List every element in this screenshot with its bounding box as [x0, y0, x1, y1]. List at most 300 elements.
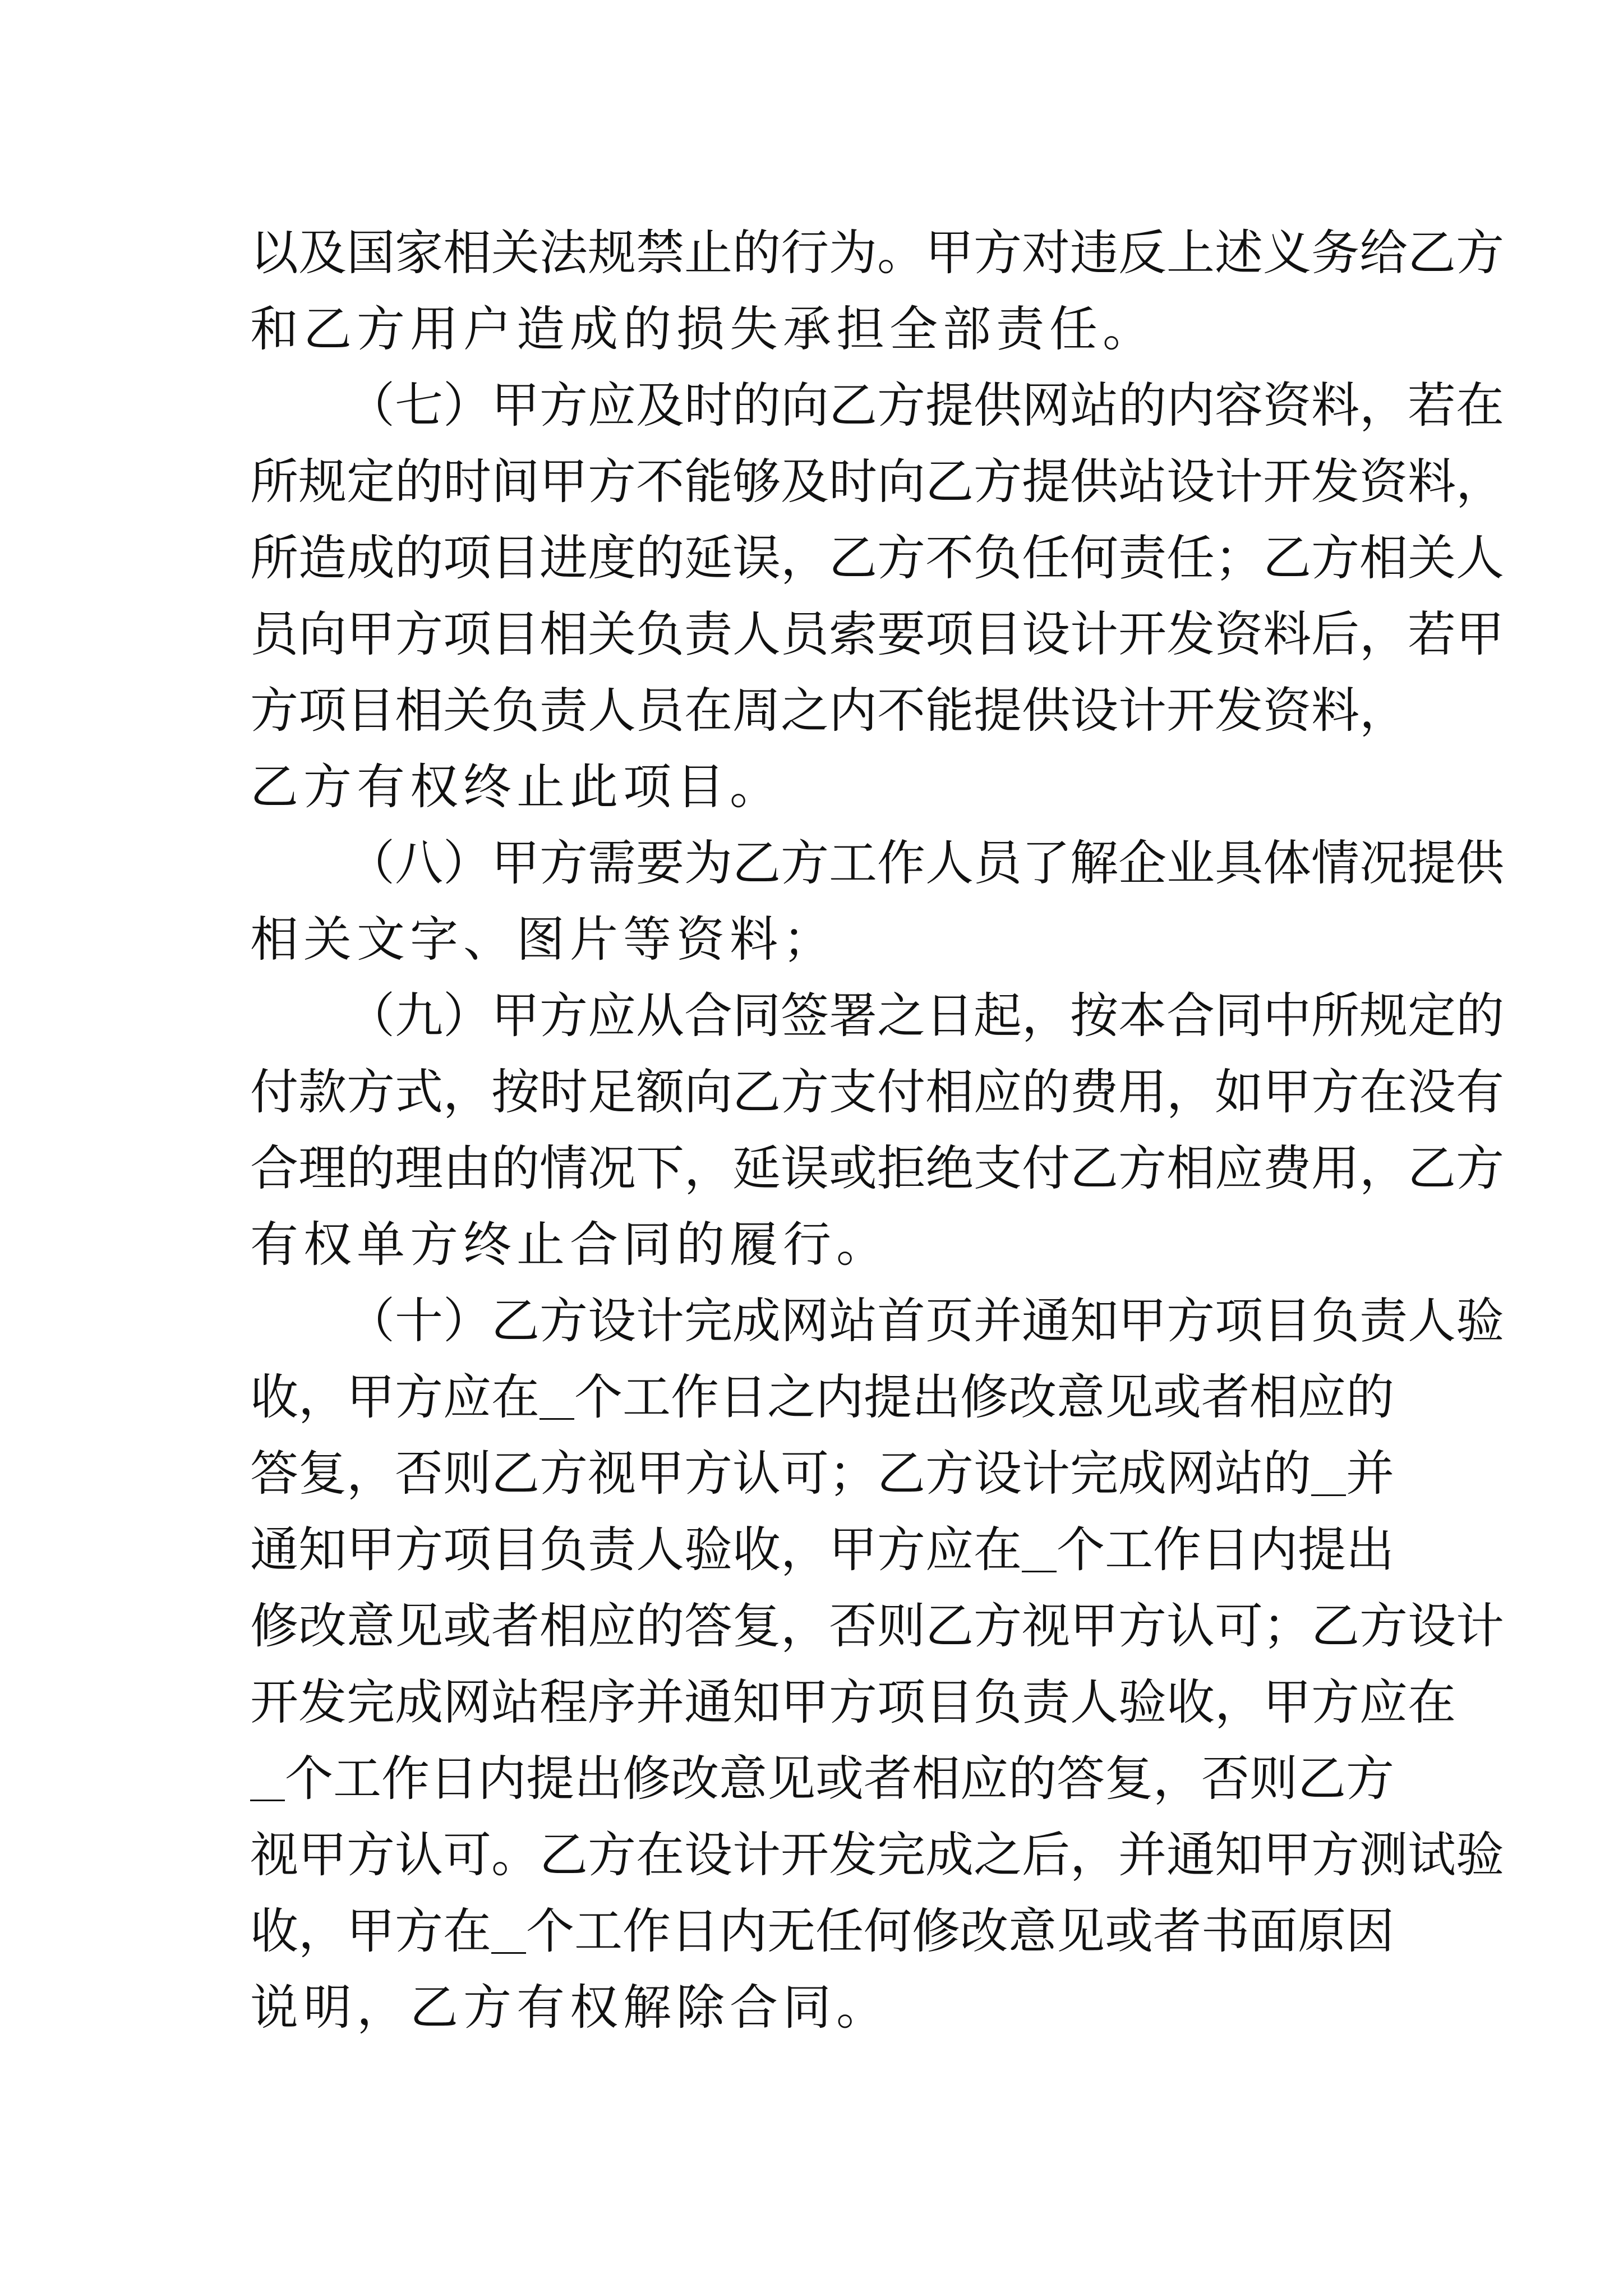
text-char: 具	[1215, 835, 1263, 891]
text-char: 的	[732, 378, 781, 434]
text-char: 开	[1166, 683, 1215, 739]
text-char: 方	[974, 1598, 1022, 1654]
text-char: 则	[877, 1598, 925, 1654]
text-char: 述	[1215, 225, 1263, 281]
text-char: 用	[410, 301, 463, 357]
text-char: 试	[1408, 1827, 1456, 1883]
text-char: 有	[357, 759, 410, 815]
text-char: 规	[1359, 988, 1408, 1044]
text-char: 书	[1201, 1903, 1249, 1959]
text-char: 不	[636, 454, 684, 510]
text-char: 可	[443, 1827, 491, 1883]
text-char: 用	[1118, 1064, 1166, 1120]
text-char: 乙	[925, 454, 974, 510]
text-line	[250, 1893, 1394, 1970]
text-char: 应	[1215, 1140, 1263, 1197]
text-char: 开	[1263, 454, 1311, 510]
text-char: 情	[1311, 835, 1359, 891]
text-char: 相	[540, 1598, 588, 1654]
text-char: 答	[1057, 1751, 1105, 1807]
text-char: 理	[395, 1140, 443, 1197]
text-char: 站	[1118, 454, 1166, 510]
text-char: 成	[347, 530, 395, 586]
text-char: 设	[588, 1293, 636, 1349]
text-char: 人	[1070, 1674, 1118, 1731]
text-char: 方	[410, 1217, 463, 1273]
text-char: 知	[732, 1674, 781, 1731]
text-char: 开	[1118, 606, 1166, 662]
text-char: 片	[570, 912, 623, 968]
text-char: 承	[783, 301, 836, 357]
text-char: 后	[1311, 606, 1359, 662]
text-char: 出	[574, 1751, 623, 1807]
text-char: 项	[443, 1522, 491, 1578]
text-char: 方	[1311, 530, 1359, 586]
text-char: 个	[574, 1369, 623, 1425]
text-char: 后	[1022, 1827, 1070, 1883]
text-char: 以	[250, 225, 298, 281]
text-char: 见	[395, 1598, 443, 1654]
text-char: ，	[1359, 1140, 1408, 1197]
text-char: 工	[574, 1903, 623, 1959]
text-char: 权	[410, 759, 463, 815]
text-char: 成	[925, 1827, 974, 1883]
text-char: 修	[960, 1369, 1008, 1425]
text-char: 资	[1215, 606, 1263, 662]
text-char: 。	[836, 1980, 889, 2036]
text-char: 方	[974, 225, 1022, 281]
text-char: 并	[974, 1293, 1022, 1349]
text-line	[250, 1512, 1394, 1588]
text-char: 额	[636, 1064, 684, 1120]
text-char: ，	[1166, 1064, 1215, 1120]
text-char: 甲	[829, 1522, 877, 1578]
text-char: 知	[1070, 1293, 1118, 1349]
text-char: 负	[1311, 1293, 1359, 1349]
text-char: 图	[517, 912, 570, 968]
text-char: 同	[1215, 988, 1263, 1044]
text-char: 说	[250, 1980, 303, 2036]
text-char: 家	[395, 225, 443, 281]
text-char: ，	[1070, 1827, 1118, 1883]
text-line	[250, 215, 1504, 291]
text-char: 向	[877, 454, 925, 510]
text-char: 方	[395, 606, 443, 662]
text-char: 等	[623, 912, 676, 968]
text-char: 作	[877, 835, 925, 891]
text-char: 并	[1118, 1827, 1166, 1883]
text-char: 验	[684, 1522, 732, 1578]
text-char: 。	[730, 759, 783, 815]
text-char: 。	[1103, 301, 1156, 357]
text-line	[250, 596, 1504, 673]
text-char: 业	[1166, 835, 1215, 891]
text-char: 度	[588, 530, 636, 586]
text-char: 合	[730, 1980, 783, 2036]
text-line	[250, 749, 1394, 825]
text-char: 需	[588, 835, 636, 891]
text-char: 反	[1118, 225, 1166, 281]
text-char: 延	[732, 1140, 781, 1197]
text-char: 员	[636, 683, 684, 739]
contract-body-text	[250, 215, 1504, 2046]
text-char: 负	[491, 683, 540, 739]
text-char: ，	[1153, 1751, 1201, 1807]
text-char: 、	[463, 912, 517, 968]
text-char: 作	[623, 1903, 671, 1959]
text-char: 方	[395, 1903, 443, 1959]
text-char: 八	[395, 835, 443, 891]
text-char: 目	[925, 1674, 974, 1731]
text-char: 若	[1408, 606, 1456, 662]
text-char: 供	[1456, 835, 1504, 891]
text-char: 的	[623, 301, 676, 357]
text-char: 对	[1022, 225, 1070, 281]
text-char: 改	[960, 1903, 1008, 1959]
text-char: 了	[1022, 835, 1070, 891]
text-char: 十	[395, 1293, 443, 1349]
text-char: 供	[1070, 454, 1118, 510]
text-char: 员	[974, 835, 1022, 891]
text-char: 见	[767, 1751, 815, 1807]
text-char: 改	[671, 1751, 719, 1807]
text-char: 责	[1022, 1674, 1070, 1731]
text-char: 有	[517, 1980, 570, 2036]
text-char: 发	[1311, 454, 1359, 510]
text-char: 设	[1070, 683, 1118, 739]
text-char: 人	[636, 1522, 684, 1578]
text-char: 或	[443, 1598, 491, 1654]
text-char: ，	[781, 530, 829, 586]
text-char: 方	[540, 988, 588, 1044]
text-char: 发	[829, 1827, 877, 1883]
text-line	[250, 1741, 1394, 1817]
text-char: 内	[719, 1903, 767, 1959]
text-char: 何	[864, 1903, 912, 1959]
text-char: 见	[1105, 1369, 1153, 1425]
text-char: 计	[636, 1293, 684, 1349]
text-char: 应	[588, 988, 636, 1044]
text-char: 工	[1105, 1522, 1153, 1578]
text-char: 复	[732, 1598, 781, 1654]
text-char: 况	[1359, 835, 1408, 891]
text-char: 在	[443, 1903, 491, 1959]
text-char: 个	[526, 1903, 574, 1959]
text-char: 方	[877, 1522, 925, 1578]
text-char: 站	[829, 1293, 877, 1349]
text-char: 规	[588, 225, 636, 281]
text-char: 误	[732, 530, 781, 586]
text-char: 时	[443, 454, 491, 510]
text-char: 为	[684, 835, 732, 891]
text-char: 方	[303, 759, 357, 815]
text-char: 署	[829, 988, 877, 1044]
text-char: 设	[974, 1446, 1022, 1502]
text-char: 可	[781, 1446, 829, 1502]
text-char: 人	[1408, 1293, 1456, 1349]
text-char: 终	[463, 1217, 517, 1273]
text-char: 向	[781, 378, 829, 434]
text-char: 能	[684, 454, 732, 510]
text-char: 进	[540, 530, 588, 586]
text-char: 验	[1456, 1827, 1504, 1883]
text-char: 单	[357, 1217, 410, 1273]
text-char: 料	[1311, 378, 1359, 434]
text-char: 关	[588, 606, 636, 662]
text-char: 之	[781, 683, 829, 739]
text-char: 收	[250, 1369, 298, 1425]
text-char: 何	[1070, 530, 1118, 586]
text-char: 任	[1049, 301, 1103, 357]
text-char: 乙	[491, 1446, 540, 1502]
text-char: 乙	[829, 378, 877, 434]
text-char: 人	[925, 835, 974, 891]
text-char: 在	[974, 1522, 1022, 1578]
text-char: 的	[636, 1598, 684, 1654]
text-char: 作	[1153, 1522, 1201, 1578]
text-char: 按	[491, 1064, 540, 1120]
text-char: ，	[781, 1598, 829, 1654]
text-char: 相	[395, 683, 443, 739]
text-line	[250, 1130, 1504, 1207]
text-char: 权	[570, 1980, 623, 2036]
text-line	[250, 901, 1394, 978]
text-char: 方	[540, 378, 588, 434]
text-char: 则	[1249, 1751, 1298, 1807]
text-char: 完	[1070, 1446, 1118, 1502]
text-char: 或	[1105, 1903, 1153, 1959]
text-char: 者	[1201, 1369, 1249, 1425]
text-char: 给	[1359, 225, 1408, 281]
text-char: 验	[1118, 1674, 1166, 1731]
text-char: 乙	[1311, 1598, 1359, 1654]
text-char: 所	[250, 530, 298, 586]
text-char: 方	[781, 835, 829, 891]
text-char: 网	[1022, 378, 1070, 434]
text-char: ，	[1215, 1674, 1263, 1731]
text-char: ，	[1359, 683, 1408, 739]
text-char: 止	[684, 225, 732, 281]
text-char: 方	[1118, 1140, 1166, 1197]
text-char: 七	[395, 378, 443, 434]
text-char: 造	[517, 301, 570, 357]
text-line	[250, 1817, 1504, 1893]
text-char: 责	[1359, 1293, 1408, 1349]
text-char: 计	[1022, 1446, 1070, 1502]
text-char: 因	[1346, 1903, 1394, 1959]
text-char: 所	[1311, 988, 1359, 1044]
text-char: 方	[1456, 1140, 1504, 1197]
text-char: 任	[1022, 530, 1070, 586]
text-char: ，	[684, 1140, 732, 1197]
text-char: 工	[623, 1369, 671, 1425]
text-char: 关	[1408, 530, 1456, 586]
text-line	[250, 673, 1408, 749]
text-char: 者	[491, 1598, 540, 1654]
text-char: 日	[1201, 1522, 1249, 1578]
text-char: 甲	[491, 835, 540, 891]
text-char: 料	[1263, 606, 1311, 662]
text-char: 视	[250, 1827, 298, 1883]
text-char: 不	[877, 683, 925, 739]
text-char: 方	[395, 1522, 443, 1578]
text-char: 拒	[877, 1140, 925, 1197]
text-char: 负	[974, 1674, 1022, 1731]
text-char: 行	[783, 1217, 836, 1273]
text-char: 相	[1249, 1369, 1298, 1425]
text-char: 有	[250, 1217, 303, 1273]
text-char: 相	[912, 1751, 960, 1807]
text-char: 甲	[925, 225, 974, 281]
text-char: ；	[1215, 530, 1263, 586]
text-char: 付	[250, 1064, 298, 1120]
text-char: 项	[623, 759, 676, 815]
text-char: 全	[889, 301, 943, 357]
text-char: 否	[395, 1446, 443, 1502]
text-char: 由	[443, 1140, 491, 1197]
text-char: （	[347, 835, 395, 891]
text-char: ；	[783, 912, 836, 968]
text-char: 通	[1022, 1293, 1070, 1349]
text-char: 应	[974, 1064, 1022, 1120]
text-char: 合	[250, 1140, 298, 1197]
text-char: 的	[1263, 1446, 1311, 1502]
text-char: 负	[636, 606, 684, 662]
text-char: 设	[1022, 606, 1070, 662]
text-char: 工	[829, 835, 877, 891]
text-char: 下	[636, 1140, 684, 1197]
fill-in-blank	[250, 1756, 285, 1801]
text-char: 资	[1263, 378, 1311, 434]
text-char: 日	[925, 988, 974, 1044]
text-char: 应	[960, 1751, 1008, 1807]
text-char: 有	[1456, 1064, 1504, 1120]
text-char: 相	[1359, 530, 1408, 586]
text-char: 甲	[1118, 1293, 1166, 1349]
text-char: 改	[298, 1598, 347, 1654]
text-char: 成	[570, 301, 623, 357]
text-char: 没	[1408, 1064, 1456, 1120]
text-char: 乙	[1408, 1140, 1456, 1197]
text-char: 或	[1153, 1369, 1201, 1425]
text-char: 履	[730, 1217, 783, 1273]
text-char: 情	[540, 1140, 588, 1197]
text-char: 方	[1359, 1598, 1408, 1654]
text-char: 体	[1263, 835, 1311, 891]
text-char: 提	[864, 1369, 912, 1425]
text-char: ，	[1359, 606, 1408, 662]
text-char: 关	[491, 225, 540, 281]
text-char: ，	[298, 1369, 347, 1425]
text-char: 务	[1311, 225, 1359, 281]
text-char: 内	[1166, 378, 1215, 434]
text-char: 从	[636, 988, 684, 1044]
text-char: 作	[381, 1751, 430, 1807]
text-char: 出	[912, 1369, 960, 1425]
text-char: 网	[781, 1293, 829, 1349]
text-char: 改	[1008, 1369, 1057, 1425]
text-char: 在	[1456, 378, 1504, 434]
text-line	[250, 1664, 1456, 1741]
text-char: 站	[491, 1674, 540, 1731]
text-char: 损	[676, 301, 730, 357]
text-char: 甲	[1456, 606, 1504, 662]
text-char: ，	[298, 1903, 347, 1959]
text-char: 甲	[347, 1522, 395, 1578]
fill-in-blank	[1022, 1527, 1057, 1572]
text-char: 成	[395, 1674, 443, 1731]
text-char: 的	[395, 454, 443, 510]
text-char: 方	[1311, 1674, 1359, 1731]
text-char: 方	[925, 1446, 974, 1502]
text-char: 终	[463, 759, 517, 815]
text-char: 方	[1456, 225, 1504, 281]
text-char: 方	[540, 1446, 588, 1502]
text-char: 认	[1166, 1598, 1215, 1654]
text-char: 的	[1022, 1064, 1070, 1120]
text-char: 内	[815, 1369, 864, 1425]
text-char: 者	[1153, 1903, 1201, 1959]
fill-in-blank	[1311, 1451, 1346, 1496]
text-char: 开	[781, 1827, 829, 1883]
text-char: 合	[570, 1217, 623, 1273]
text-char: 及	[781, 454, 829, 510]
text-char: 或	[829, 1140, 877, 1197]
text-char: 乙	[1298, 1751, 1346, 1807]
text-char: 乙	[1263, 530, 1311, 586]
text-char: 目	[491, 606, 540, 662]
text-char: 者	[864, 1751, 912, 1807]
text-char: 及	[298, 225, 347, 281]
text-char: 款	[298, 1064, 347, 1120]
text-char: 按	[1070, 988, 1118, 1044]
text-char: 规	[298, 454, 347, 510]
text-char: 关	[303, 912, 357, 968]
text-char: 乙	[540, 1827, 588, 1883]
text-char: 在	[491, 1369, 540, 1425]
text-char: 付	[877, 1064, 925, 1120]
text-char: 上	[1166, 225, 1215, 281]
text-char: 乙	[1070, 1140, 1118, 1197]
text-line	[250, 825, 1504, 901]
text-char: 索	[829, 606, 877, 662]
text-char: 乙	[732, 835, 781, 891]
text-char: 并	[1346, 1446, 1394, 1502]
fill-in-blank	[491, 1909, 526, 1954]
text-char: 止	[517, 759, 570, 815]
text-char: ；	[1263, 1598, 1311, 1654]
text-line	[250, 1435, 1394, 1512]
text-char: 的	[732, 225, 781, 281]
text-char: 方	[357, 301, 410, 357]
text-char: 网	[1166, 1446, 1215, 1502]
text-char: ，	[357, 1980, 410, 2036]
text-char: 甲	[491, 988, 540, 1044]
text-line	[250, 520, 1504, 596]
text-char: 修	[912, 1903, 960, 1959]
text-char: 责	[588, 1522, 636, 1578]
text-char: 同	[732, 988, 781, 1044]
text-char: 造	[298, 530, 347, 586]
text-char: 容	[1215, 378, 1263, 434]
text-char: 周	[732, 683, 781, 739]
text-char: 九	[395, 988, 443, 1044]
text-char: 方	[463, 1980, 517, 2036]
text-line	[250, 1283, 1504, 1359]
text-char: 相	[1166, 1140, 1215, 1197]
text-char: 成	[1118, 1446, 1166, 1502]
text-char: 站	[1215, 1446, 1263, 1502]
